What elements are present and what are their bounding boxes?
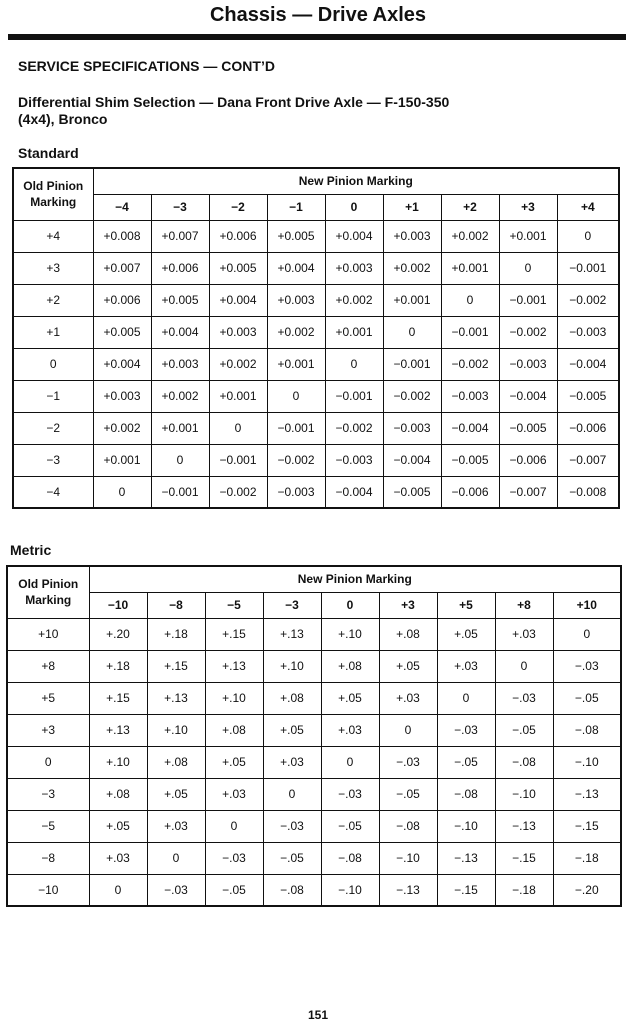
shim-value-cell: −0.002 [441,348,499,380]
shim-value-cell: +.08 [263,682,321,714]
shim-value-cell: +0.005 [93,316,151,348]
table-row [13,220,619,252]
old-pinion-value: −4 [13,476,93,508]
shim-value-cell: 0 [557,220,619,252]
shim-value-cell: 0 [553,618,621,650]
shim-value-cell: −.15 [495,842,553,874]
shim-value-cell: +0.007 [151,220,209,252]
shim-value-cell: −0.007 [499,476,557,508]
shim-value-cell: −.08 [321,842,379,874]
shim-value-cell: −0.004 [383,444,441,476]
shim-value-cell: −.05 [263,842,321,874]
shim-value-cell: +0.003 [209,316,267,348]
shim-value-cell: +.13 [263,618,321,650]
old-pinion-value: +3 [13,252,93,284]
shim-value-cell: −0.002 [499,316,557,348]
shim-value-cell: +0.005 [151,284,209,316]
shim-value-cell: +.03 [205,778,263,810]
shim-value-cell: −.08 [553,714,621,746]
table-row [7,778,621,810]
shim-value-cell: +.03 [379,682,437,714]
column-header: +5 [437,592,495,618]
shim-value-cell: +.18 [89,650,147,682]
shim-value-cell: −0.001 [267,412,325,444]
old-pinion-value: 0 [13,348,93,380]
old-pinion-value: −8 [7,842,89,874]
shim-value-cell: −.05 [437,746,495,778]
column-header: −2 [209,194,267,220]
column-header: +3 [499,194,557,220]
shim-value-cell: −.13 [495,810,553,842]
old-pinion-value: +1 [13,316,93,348]
shim-value-cell: +0.003 [325,252,383,284]
shim-value-cell: −0.002 [209,476,267,508]
shim-value-cell: −.10 [553,746,621,778]
shim-value-cell: +0.004 [325,220,383,252]
old-pinion-header-line-2: Marking [25,593,72,608]
shim-value-cell: −.03 [553,650,621,682]
shim-value-cell: −.08 [437,778,495,810]
new-pinion-header: New Pinion Marking [89,566,621,592]
column-header: −5 [205,592,263,618]
shim-value-cell: +0.006 [151,252,209,284]
shim-value-cell: −0.004 [325,476,383,508]
table-row [7,618,621,650]
shim-value-cell: −.18 [495,874,553,906]
shim-value-cell: +.15 [147,650,205,682]
old-pinion-value: +8 [7,650,89,682]
shim-value-cell: +0.002 [151,380,209,412]
shim-value-cell: 0 [437,682,495,714]
shim-value-cell: +.08 [321,650,379,682]
shim-value-cell: 0 [89,874,147,906]
shim-value-cell: −0.003 [499,348,557,380]
shim-value-cell: −.03 [205,842,263,874]
old-pinion-value: −1 [13,380,93,412]
shim-value-cell: +.10 [321,618,379,650]
shim-value-cell: +0.001 [383,284,441,316]
old-pinion-value: −5 [7,810,89,842]
shim-value-cell: 0 [383,316,441,348]
shim-value-cell: −.15 [437,874,495,906]
shim-value-cell: −.20 [553,874,621,906]
column-header: 0 [325,194,383,220]
table-row [13,348,619,380]
shim-value-cell: +0.002 [325,284,383,316]
shim-value-cell: −.05 [495,714,553,746]
shim-value-cell: −0.005 [499,412,557,444]
shim-value-cell: +0.004 [267,252,325,284]
shim-value-cell: +0.002 [267,316,325,348]
shim-value-cell: +0.004 [209,284,267,316]
shim-value-cell: 0 [263,778,321,810]
shim-value-cell: +.05 [379,650,437,682]
column-header-row [13,194,619,220]
shim-value-cell: +0.002 [441,220,499,252]
shim-value-cell: +.03 [321,714,379,746]
shim-value-cell: −.03 [263,810,321,842]
column-header: −3 [151,194,209,220]
shim-value-cell: 0 [209,412,267,444]
shim-value-cell: 0 [205,810,263,842]
table-row [7,714,621,746]
shim-value-cell: −.05 [553,682,621,714]
shim-value-cell: +0.004 [151,316,209,348]
shim-value-cell: −.03 [379,746,437,778]
shim-value-cell: +0.005 [267,220,325,252]
old-pinion-value: +5 [7,682,89,714]
shim-value-cell: −.03 [321,778,379,810]
old-pinion-header [13,168,93,220]
shim-value-cell: −0.003 [267,476,325,508]
shim-value-cell: +.05 [263,714,321,746]
table-row [13,412,619,444]
subheading-line-1: Differential Shim Selection — Dana Front Drive Axle — F-150-350 [18,94,450,110]
shim-value-cell: +.05 [205,746,263,778]
shim-value-cell: −0.008 [557,476,619,508]
shim-value-cell: +0.002 [209,348,267,380]
table-row [13,252,619,284]
shim-value-cell: +.20 [89,618,147,650]
old-pinion-value: +3 [7,714,89,746]
shim-value-cell: −0.004 [499,380,557,412]
shim-value-cell: −0.004 [441,412,499,444]
shim-value-cell: 0 [499,252,557,284]
shim-value-cell: −.10 [437,810,495,842]
shim-value-cell: +.08 [379,618,437,650]
table-row [7,650,621,682]
shim-value-cell: −0.002 [383,380,441,412]
shim-value-cell: +0.001 [325,316,383,348]
shim-value-cell: +.08 [89,778,147,810]
shim-value-cell: −0.002 [325,412,383,444]
shim-value-cell: +0.002 [93,412,151,444]
table-row [7,842,621,874]
shim-value-cell: −.08 [379,810,437,842]
column-header: +2 [441,194,499,220]
column-header: −1 [267,194,325,220]
shim-value-cell: −.03 [147,874,205,906]
shim-value-cell: +0.003 [267,284,325,316]
shim-value-cell: +0.002 [383,252,441,284]
shim-value-cell: 0 [147,842,205,874]
table-row [7,810,621,842]
shim-value-cell: −.08 [495,746,553,778]
shim-value-cell: +.13 [147,682,205,714]
shim-value-cell: +0.003 [151,348,209,380]
old-pinion-header-line-1: Old Pinion [23,179,84,194]
shim-value-cell: +0.007 [93,252,151,284]
shim-value-cell: −.13 [379,874,437,906]
new-pinion-header: New Pinion Marking [93,168,619,194]
old-pinion-value: 0 [7,746,89,778]
shim-value-cell: +0.008 [93,220,151,252]
shim-value-cell: 0 [93,476,151,508]
shim-value-cell: +.05 [89,810,147,842]
shim-value-cell: 0 [441,284,499,316]
column-header: +10 [553,592,621,618]
shim-value-cell: −0.001 [325,380,383,412]
shim-value-cell: −0.005 [557,380,619,412]
section-heading: SERVICE SPECIFICATIONS — CONT’D [18,58,275,74]
shim-value-cell: −.03 [495,682,553,714]
shim-value-cell: +.03 [147,810,205,842]
shim-value-cell: +.05 [321,682,379,714]
shim-value-cell: +0.003 [93,380,151,412]
shim-value-cell: +0.001 [93,444,151,476]
table-row [13,476,619,508]
shim-value-cell: +0.001 [499,220,557,252]
column-header: −3 [263,592,321,618]
shim-value-cell: −0.001 [557,252,619,284]
shim-value-cell: +.15 [89,682,147,714]
shim-value-cell: +.05 [437,618,495,650]
shim-value-cell: +.03 [89,842,147,874]
shim-value-cell: −0.006 [441,476,499,508]
shim-value-cell: +0.001 [441,252,499,284]
column-header: 0 [321,592,379,618]
shim-value-cell: −0.001 [151,476,209,508]
shim-value-cell: +0.001 [151,412,209,444]
table-row [13,284,619,316]
shim-value-cell: +.03 [263,746,321,778]
shim-value-cell: +.08 [205,714,263,746]
shim-value-cell: −0.001 [441,316,499,348]
shim-value-cell: +.03 [495,618,553,650]
metric-label: Metric [10,542,52,558]
shim-value-cell: −0.003 [557,316,619,348]
subheading-line-2: (4x4), Bronco [18,111,108,127]
shim-value-cell: 0 [379,714,437,746]
standard-label: Standard [18,145,79,161]
shim-value-cell: −.05 [379,778,437,810]
shim-value-cell: +0.006 [93,284,151,316]
table-row [7,682,621,714]
shim-value-cell: −.13 [437,842,495,874]
shim-value-cell: +.10 [147,714,205,746]
page-number: 151 [307,1008,329,1022]
shim-value-cell: +.10 [89,746,147,778]
old-pinion-value: −3 [13,444,93,476]
shim-value-cell: −0.002 [267,444,325,476]
shim-value-cell: +.13 [205,650,263,682]
shim-value-cell: −0.003 [441,380,499,412]
old-pinion-header-line-2: Marking [30,195,77,210]
shim-value-cell: −0.006 [557,412,619,444]
shim-value-cell: −0.002 [557,284,619,316]
shim-value-cell: +.13 [89,714,147,746]
shim-value-cell: −0.007 [557,444,619,476]
old-pinion-value: −2 [13,412,93,444]
shim-value-cell: −.08 [263,874,321,906]
shim-value-cell: −.10 [379,842,437,874]
shim-value-cell: −0.001 [209,444,267,476]
shim-value-cell: +.08 [147,746,205,778]
shim-value-cell: +.18 [147,618,205,650]
shim-value-cell: 0 [325,348,383,380]
shim-value-cell: +0.001 [267,348,325,380]
old-pinion-value: −3 [7,778,89,810]
shim-value-cell: +0.006 [209,220,267,252]
shim-value-cell: 0 [267,380,325,412]
shim-value-cell: −.03 [437,714,495,746]
column-header: +8 [495,592,553,618]
column-header: +4 [557,194,619,220]
shim-value-cell: +0.004 [93,348,151,380]
shim-value-cell: −0.003 [325,444,383,476]
column-header: +3 [379,592,437,618]
shim-value-cell: −.18 [553,842,621,874]
header-rule [8,34,626,40]
shim-value-cell: −.10 [321,874,379,906]
shim-value-cell: −.05 [321,810,379,842]
shim-value-cell: −0.005 [441,444,499,476]
shim-value-cell: −.13 [553,778,621,810]
column-header: +1 [383,194,441,220]
table-row [7,746,621,778]
table-row [13,316,619,348]
page-title: Chassis — Drive Axles [209,4,427,26]
table-row [13,444,619,476]
shim-value-cell: 0 [321,746,379,778]
shim-value-cell: −0.003 [383,412,441,444]
standard-shim-table [12,167,620,509]
shim-value-cell: +0.001 [209,380,267,412]
shim-value-cell: −0.004 [557,348,619,380]
old-pinion-value: +2 [13,284,93,316]
column-header: −10 [89,592,147,618]
old-pinion-value: +4 [13,220,93,252]
metric-shim-table [6,565,622,907]
shim-value-cell: −0.005 [383,476,441,508]
shim-value-cell: +0.005 [209,252,267,284]
shim-value-cell: −.05 [205,874,263,906]
shim-value-cell: 0 [151,444,209,476]
subheading [18,94,618,128]
column-header-row [7,592,621,618]
shim-value-cell: +0.003 [383,220,441,252]
old-pinion-header [7,566,89,618]
shim-value-cell: +.10 [263,650,321,682]
old-pinion-value: +10 [7,618,89,650]
column-header: −8 [147,592,205,618]
shim-value-cell: −.15 [553,810,621,842]
shim-value-cell: −0.001 [383,348,441,380]
table-row [13,380,619,412]
shim-value-cell: −0.006 [499,444,557,476]
shim-value-cell: +.03 [437,650,495,682]
old-pinion-header-line-1: Old Pinion [18,577,79,592]
shim-value-cell: +.10 [205,682,263,714]
shim-value-cell: +.05 [147,778,205,810]
shim-value-cell: +.15 [205,618,263,650]
shim-value-cell: −.10 [495,778,553,810]
shim-value-cell: 0 [495,650,553,682]
column-header: −4 [93,194,151,220]
shim-value-cell: −0.001 [499,284,557,316]
old-pinion-value: −10 [7,874,89,906]
table-row [7,874,621,906]
